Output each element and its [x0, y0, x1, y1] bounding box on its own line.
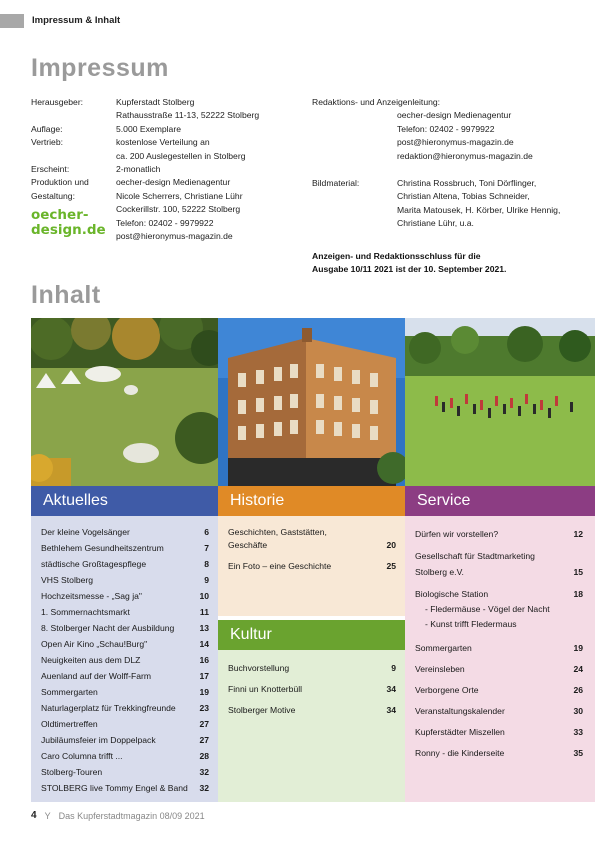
toc-entry-page: 24 — [573, 664, 583, 674]
toc-entry[interactable] — [415, 743, 583, 764]
toc-entry[interactable] — [228, 558, 396, 574]
toc-entry-page: 32 — [199, 783, 209, 793]
toc-entry-title: Dürfen wir vorstellen? — [415, 529, 499, 539]
toc-entry[interactable] — [41, 604, 209, 620]
toc-entry[interactable] — [41, 764, 209, 780]
toc-entry-title: Naturlagerplatz für Trekkingfreunde — [41, 703, 176, 713]
toc-entry[interactable] — [415, 524, 583, 545]
footer-symbol: Y — [44, 810, 51, 821]
impressum-key: Auflage: — [31, 123, 63, 134]
impressum-row — [31, 123, 306, 136]
toc-entry-title: Kupferstädter Miszellen — [415, 727, 505, 737]
toc-entry-title: 8. Stolberger Nacht der Ausbildung — [41, 623, 175, 633]
toc-entry-title: Biologische Station — [415, 589, 489, 599]
toc-entry[interactable] — [41, 748, 209, 764]
toc-entry-page: 9 — [204, 575, 209, 585]
impressum-key: Erscheint: — [31, 164, 70, 175]
toc-entry-title: Ein Foto – eine Geschichte — [228, 561, 332, 571]
toc-entry-title: VHS Stolberg — [41, 575, 94, 585]
toc-entry[interactable] — [41, 556, 209, 572]
toc-entry-title: Open Air Kino „Schau!Burg" — [41, 639, 148, 649]
oecher-design-logo: oecher- design.de — [31, 207, 106, 238]
toc-entry[interactable] — [41, 540, 209, 556]
toc-entry-page: 30 — [573, 706, 583, 716]
kultur-list — [218, 650, 405, 721]
toc-entry-page: 16 — [199, 655, 209, 665]
toc-entry[interactable] — [228, 658, 396, 679]
historie-heading: Historie — [218, 486, 405, 516]
toc-entry-page: 15 — [573, 567, 583, 577]
toc-entry-page: 8 — [204, 559, 209, 569]
toc-entry[interactable] — [415, 548, 583, 580]
toc-entry[interactable] — [415, 701, 583, 722]
service-section — [405, 486, 595, 802]
toc-entry[interactable] — [415, 586, 583, 602]
deadline-notice: Anzeigen- und Redaktionsschluss für die Ausgabe 10/11 2021 ist der 10. September 2021. — [312, 251, 507, 275]
page-footer — [31, 810, 205, 821]
historie-section — [218, 486, 405, 616]
bildmaterial-value: Christina Rossbruch, Toni Dörflinger, Christian Altena, Tobias Schneider, Marita Matousek, H. Körber, Ulrike Hennig, Christiane Lühr, u.a. — [397, 178, 561, 229]
toc-entry-page: 19 — [573, 643, 583, 653]
toc-entry-page: 34 — [386, 684, 396, 694]
impressum-value: 5.000 Exemplare — [116, 123, 181, 134]
toc-entry[interactable] — [41, 732, 209, 748]
aktuelles-list — [31, 516, 218, 796]
toc-entry-page: 14 — [199, 639, 209, 649]
toc-entry-page: 13 — [199, 623, 209, 633]
impressum-row — [31, 163, 306, 176]
impressum-value: 2-monatlich — [116, 164, 161, 175]
toc-entry-title: Gesellschaft für Stadtmarketing Stolberg e.V. — [415, 551, 535, 577]
redaktion-value: oecher-design Medienagentur Telefon: 02402 - 9979922 post@hieronymus-magazin.de redaktion@hieronymus-magazin.de — [397, 110, 533, 161]
impressum-value: kostenlose Verteilung an ca. 200 Auslegestellen in Stolberg — [116, 137, 246, 161]
impressum-row — [31, 136, 306, 163]
inhalt-title: Inhalt — [31, 281, 101, 309]
festival-photo — [31, 318, 218, 486]
toc-entry-title: Geschichten, Gaststätten, Geschäfte — [228, 527, 327, 550]
toc-entry-page: 7 — [204, 543, 209, 553]
toc-entry-page: 26 — [573, 685, 583, 695]
toc-subentry[interactable]: - Kunst trifft Fledermaus — [425, 619, 517, 629]
kultur-heading: Kultur — [218, 620, 405, 650]
toc-entry-page: 28 — [199, 751, 209, 761]
impressum-value: oecher-design Medienagentur Nicole Scherrers, Christiane Lühr Cockerillstr. 100, 52222 Stolberg Telefon: 02402 - 9979922 post@hieronymus-magazin.de — [116, 177, 243, 242]
toc-entry[interactable] — [41, 652, 209, 668]
toc-entry[interactable] — [415, 680, 583, 701]
toc-entry-title: Buchvorstellung — [228, 663, 290, 673]
toc-entry-page: 18 — [573, 589, 583, 599]
toc-entry[interactable] — [228, 679, 396, 700]
toc-entry-title: Auenland auf der Wolff-Farm — [41, 671, 152, 681]
toc-entry-page: 19 — [199, 687, 209, 697]
toc-entry-page: 34 — [386, 705, 396, 715]
redaktion-label: Redaktions- und Anzeigenleitung: — [312, 97, 441, 107]
toc-entry-title: Jubiläumsfeier im Doppelpack — [41, 735, 156, 745]
toc-entry-page: 12 — [573, 529, 583, 539]
impressum-key: Herausgeber: — [31, 97, 84, 107]
section-header — [0, 14, 595, 28]
toc-entry-page: 27 — [199, 719, 209, 729]
section-tab-marker — [0, 14, 24, 28]
toc-entry-page: 17 — [199, 671, 209, 681]
toc-entry-page: 20 — [386, 540, 396, 550]
toc-entry-title: Der kleine Vogelsänger — [41, 527, 130, 537]
section-label: Impressum & Inhalt — [32, 15, 121, 26]
footer-text: Das Kupferstadtmagazin 08/09 2021 — [58, 810, 205, 821]
toc-subentry[interactable]: - Fledermäuse - Vögel der Nacht — [425, 604, 550, 614]
kultur-section — [218, 620, 405, 802]
toc-entry-page: 35 — [573, 748, 583, 758]
building-photo — [218, 318, 405, 486]
toc-entry-page: 10 — [199, 591, 209, 601]
impressum-key: Vertrieb: — [31, 137, 64, 148]
service-list — [405, 516, 595, 764]
impressum-row — [31, 96, 306, 123]
impressum-key: Produktion und Gestaltung: — [31, 177, 89, 201]
toc-entry-page: 11 — [199, 607, 209, 617]
impressum-value: Kupferstadt Stolberg Rathausstraße 11-13, 52222 Stolberg — [116, 97, 260, 121]
toc-entry-title: Veranstaltungskalender — [415, 706, 505, 716]
bildmaterial-key: Bildmaterial: — [312, 178, 360, 189]
impressum-right-column — [312, 96, 572, 231]
toc-entry[interactable] — [41, 636, 209, 652]
toc-entry-title: Finni un Knotterbüll — [228, 684, 303, 694]
toc-entry-page: 27 — [199, 735, 209, 745]
toc-entry[interactable] — [41, 620, 209, 636]
toc-entry[interactable] — [41, 684, 209, 700]
toc-entry-title: Stolberg-Touren — [41, 767, 103, 777]
toc-entry-title: 1. Sommernachtsmarkt — [41, 607, 130, 617]
toc-entry-title: Neuigkeiten aus dem DLZ — [41, 655, 141, 665]
toc-entry[interactable] — [415, 659, 583, 680]
sports-field-photo — [405, 318, 595, 486]
toc-entry[interactable] — [41, 700, 209, 716]
impressum-title: Impressum — [31, 54, 169, 82]
toc-entry[interactable] — [415, 638, 583, 659]
toc-entry-title: Caro Columna trifft ... — [41, 751, 123, 761]
toc-entry-page: 25 — [386, 561, 396, 571]
toc-entry[interactable] — [41, 588, 209, 604]
toc-entry-page: 33 — [573, 727, 583, 737]
toc-entry-title: Sommergarten — [41, 687, 98, 697]
toc-entry[interactable] — [41, 524, 209, 540]
toc-entry-title: Hochzeitsmesse - „Sag ja" — [41, 591, 142, 601]
toc-entry[interactable] — [41, 572, 209, 588]
toc-entry-title: STOLBERG live Tommy Engel & Band — [41, 783, 188, 793]
toc-entry-page: 6 — [204, 527, 209, 537]
toc-entry-page: 9 — [391, 663, 396, 673]
toc-entry-title: Vereinsleben — [415, 664, 465, 674]
page-number: 4 — [31, 810, 37, 821]
aktuelles-section — [31, 486, 218, 802]
toc-entry-title: Sommergarten — [415, 643, 472, 653]
toc-entry-title: Bethlehem Gesundheitszentrum — [41, 543, 164, 553]
toc-entry-title: Oldtimertreffen — [41, 719, 98, 729]
service-heading: Service — [405, 486, 595, 516]
toc-entry[interactable] — [41, 716, 209, 732]
bildmaterial-row — [312, 177, 572, 231]
toc-entry[interactable] — [41, 780, 209, 796]
toc-entry-page: 32 — [199, 767, 209, 777]
toc-entry[interactable] — [41, 668, 209, 684]
aktuelles-heading: Aktuelles — [31, 486, 218, 516]
toc-entry-title: Verborgene Orte — [415, 685, 479, 695]
toc-entry[interactable] — [415, 722, 583, 743]
historie-list — [218, 516, 405, 574]
toc-entry[interactable] — [228, 526, 396, 552]
toc-entry[interactable] — [228, 700, 396, 721]
toc-entry-title: Ronny - die Kinderseite — [415, 748, 505, 758]
toc-entry-title: städtische Großtagespflege — [41, 559, 147, 569]
toc-entry-page: 23 — [199, 703, 209, 713]
toc-entry-title: Stolberger Motive — [228, 705, 296, 715]
